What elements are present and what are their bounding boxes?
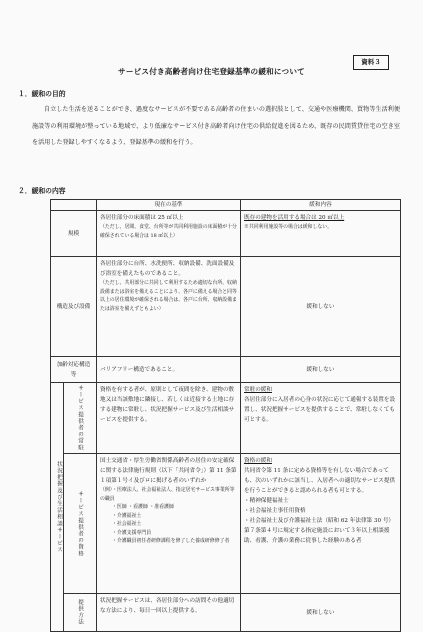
cell-staff-current: 資格を有する者が、原則として夜間を除き、建物の敷地又は当該敷地に隣接し、若しくは近接する土地に存する建物に常駐し、状況把握サービス及び生活相談サービスを提供する。 (97, 383, 241, 454)
table-row-method (51, 594, 401, 632)
scale-current-line1: 各居住部分の床面積は 25 ㎡以上 (100, 215, 184, 221)
cell-method-current: 状況把握サービスは、各居住部分への訪問その他適切な方法により、毎日一回以上提供する。 (97, 594, 241, 632)
table-row-structure (51, 257, 401, 357)
cell-structure-relaxed: 緩和しない (241, 257, 401, 357)
requirements-table (50, 199, 401, 632)
structure-current-line1: 各居住部分に台所、水洗便所、収納設備、洗面設備及び浴室を備えたものであること。 (100, 261, 235, 277)
purpose-paragraph (32, 102, 400, 152)
header-current: 現在の基準 (97, 200, 241, 211)
page-title: サービス付き高齢者向け住宅登録基準の緩和について (118, 67, 305, 76)
table-header-row (51, 200, 401, 211)
header-blank (51, 200, 97, 211)
staff-relaxed-title: 常駐の緩和 (244, 387, 272, 393)
qualification-relaxed-item: ・精神保健福祉士 (244, 498, 289, 504)
scale-relaxed-line1: 既存の建物を活用する場合は 20 ㎡以上 (244, 215, 345, 221)
row-label-structure: 構造及び設備 (51, 257, 97, 357)
document-badge: 資料３ (353, 55, 389, 70)
row-label-qualification (64, 454, 97, 594)
cell-scale-relaxed (241, 211, 401, 257)
qualification-current-item: ・介護支援専門員 (112, 529, 152, 536)
table-row-barrier (51, 357, 401, 383)
qualification-label-text: サービス提供者の資格 (77, 490, 83, 557)
cell-scale-current (97, 211, 241, 257)
row-label-method (64, 594, 97, 632)
services-group-text: 状況把握及び生活相談サービス (56, 460, 62, 554)
table-row-qualification (51, 454, 401, 594)
cell-barrier-current: バリアフリー構造であること。 (97, 357, 241, 383)
staff-relaxed-text: 各居住部分に入居者の心身の状況に応じて通報する装置を設置し、状況把握サービスを提供することで、常駐しなくても可とする。 (244, 397, 396, 423)
row-label-barrier: 加齢対応構造等 (51, 357, 97, 383)
scale-relaxed-line2: ※共同利用施設等の場合は緩和しない。 (244, 224, 333, 230)
cell-qualification-relaxed (241, 454, 401, 594)
qualification-current-intro: 国土交通省・厚生労働省関係高齢者の居住の安定確保に関する法律施行規則（以下「共同省令」）第 11 条第１項第１号イ及びロに掲げる者のいずれか (100, 458, 237, 484)
row-label-scale: 規模 (51, 211, 97, 257)
qualification-current-item: （例）・医療法人、社会福祉法人、指定居宅サービス事業所等の職員 (100, 487, 235, 502)
purpose-text: 自立した生活を送ることができ、過度なサービスが不要である高齢者の住まいの選択肢として、交通や医療機関、買物等生活利便施設等の利用環境が整っている地域で、より低廉なサービス付き高齢者向け住宅の供給促進を図るため、既存の民間賃貸住宅の空き室を活用した登録しやすくなるよう、登録基準の緩和を行う。 (32, 106, 400, 146)
qualification-current-item: ・介護職員初任者研修課程を修了した養成研修修了者 (112, 538, 230, 544)
qualification-current-item: ・医師 ・看護師 ・准看護師 (112, 504, 174, 510)
qualification-relaxed-item: ・社会福祉士及び介護福祉士法（昭和 62 年法律第 30 号）第７条第４号に規定する指定施設において３年以上相談援助、看護、介護の業務に従事した経験のある者 (244, 518, 395, 544)
table-row-staff (51, 383, 401, 454)
row-label-staff (64, 383, 97, 454)
cell-method-relaxed: 緩和しない (241, 594, 401, 632)
scale-current-line2: （ただし、居間、食堂、台所等が共同利用施設の床面積が十分確保されている場合は 18 ㎡以上） (100, 224, 237, 239)
services-group-label (51, 383, 64, 632)
staff-label-text: サービス提供者の常駐 (77, 385, 83, 451)
qualification-relaxed-item: ・社会福祉主事任用資格 (244, 508, 306, 514)
table-row-scale (51, 211, 401, 257)
qualification-relaxed-intro: 共同省令第 11 条に定める資格等を有しない場合であっても、次のいずれかに該当し、入居者への適切なサービス提供を行うことができると認められる者も可とする。 (244, 468, 396, 494)
section-heading-purpose: １．緩和の目的 (18, 90, 66, 98)
cell-barrier-relaxed: 緩和しない (241, 357, 401, 383)
qualification-relaxed-title: 資格の緩和 (244, 458, 272, 464)
section-heading-content: ２．緩和の内容 (18, 187, 66, 195)
cell-structure-current (97, 257, 241, 357)
qualification-current-item: ・介護福祉士 (112, 512, 142, 519)
structure-current-line2: （ただし、共用部分に共同して利用するため適切な台所、収納設備または浴室を備えることにより、各戸に備える場合と同等以上の居住環境が確保される場合は、各戸に台所、収納設備または浴室を備えずともよい） (100, 280, 237, 312)
cell-qualification-current (97, 454, 241, 594)
qualification-current-item: ・社会福祉士 (112, 521, 142, 527)
cell-staff-relaxed (241, 383, 401, 454)
header-relaxed: 緩和内容 (241, 200, 401, 211)
method-label-text: 提供方法 (77, 599, 83, 626)
